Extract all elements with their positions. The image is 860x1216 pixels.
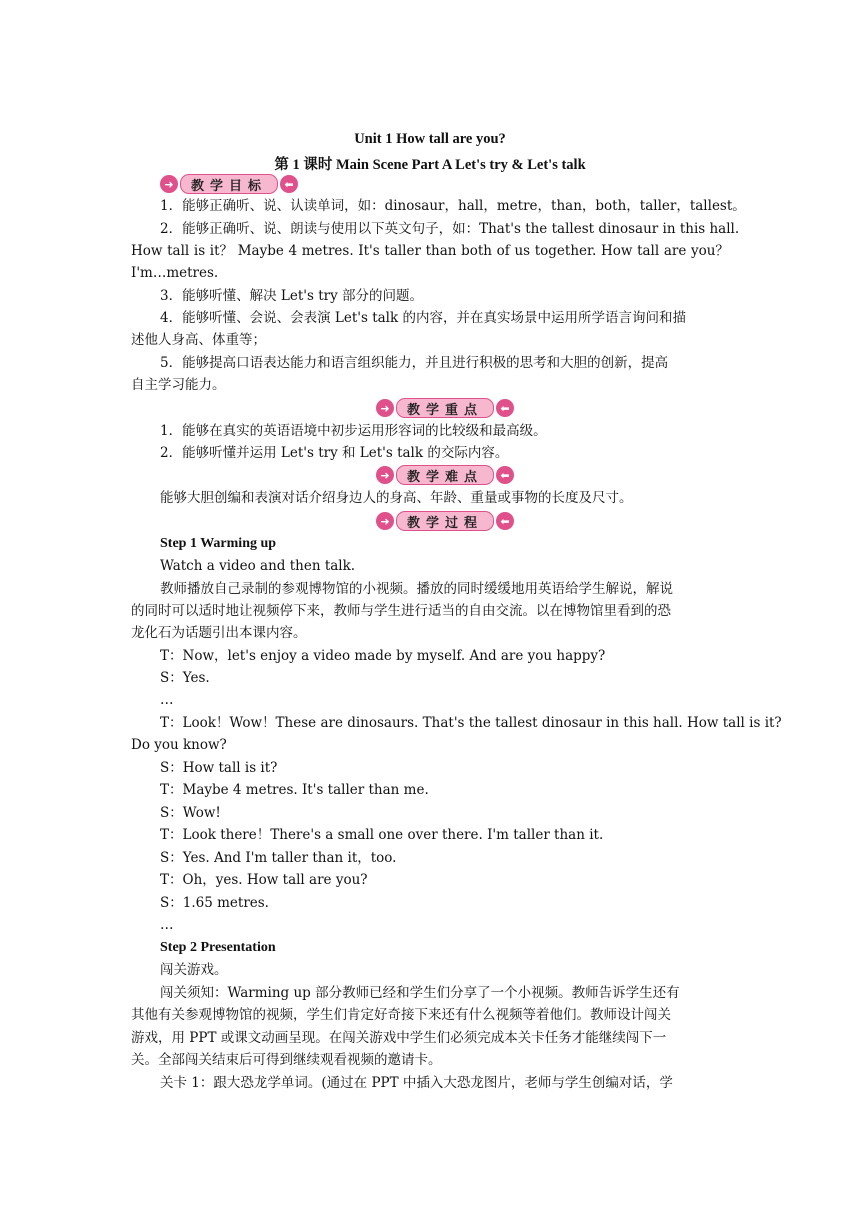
justified-word: you？ [690, 243, 729, 259]
step2-rules: 游戏，用 PPT 或课文动画呈现。在闯关游戏中学生们必须完成本关卡任务才能继续闯下一 [131, 1030, 667, 1046]
justified-word: taller [384, 243, 421, 259]
objective-item: 5．能够提高口语表达能力和语言组织能力，并且进行积极的思考和大胆的创新，提高 [160, 355, 669, 371]
dialogue-line: Do you know? [131, 737, 227, 753]
process-banner [376, 511, 514, 531]
objective-item: 自主学习能力。 [131, 377, 226, 393]
justified-word: of [496, 243, 510, 259]
unit-title: Unit 1 How tall are you? [354, 131, 506, 147]
step2-rules: 关。全部闯关结束后可得到继续观看视频的邀请卡。 [131, 1052, 442, 1068]
justified-word: than [425, 243, 457, 259]
justified-word: Maybe [237, 243, 284, 259]
lesson-subtitle: 第 1 课时 Main Scene Part A Let's try & Let's talk [274, 157, 586, 173]
ellipsis: … [160, 692, 174, 708]
dialogue-line: T：Look there！There's a small one over there. I'm taller than it. [160, 827, 604, 843]
arrow-left-icon: ⬅ [496, 399, 514, 417]
key-point-item: 2．能够听懂并运用 Let's try 和 Let's talk 的交际内容。 [160, 445, 509, 461]
dialogue-line: S：Wow! [160, 805, 221, 821]
step1-heading: Step 1 Warming up [160, 536, 277, 551]
dialogue-line: S：1.65 metres. [160, 895, 269, 911]
objective-item: 2．能够正确听、说、朗读与使用以下英文句子，如：That's the tallest dinosaur in this hall. [160, 221, 740, 237]
ellipsis: … [160, 917, 174, 933]
banner-label: 教学目标 [180, 174, 278, 194]
objective-item: 4．能够听懂、会说、会表演 Let's talk 的内容，并在真实场景中运用所学语言询问和描 [160, 310, 686, 326]
dialogue-line: S：How tall is it? [160, 760, 278, 776]
key-point-item: 1．能够在真实的英语语境中初步运用形容词的比较级和最高级。 [160, 423, 547, 439]
justified-word: both [461, 243, 492, 259]
justified-word: are [663, 243, 687, 259]
step2-rules: 其他有关参观博物馆的视频，学生们肯定好奇接下来还有什么视频等着他们。教师设计闯关 [131, 1007, 671, 1023]
step1-paragraph: 的同时可以适时地让视频停下来，教师与学生进行适当的自由交流。以在博物馆里看到的恐 [131, 603, 671, 619]
arrow-right-icon: ➜ [376, 512, 394, 530]
key-points-banner [376, 398, 514, 418]
step2-level1: 关卡 1：跟大恐龙学单词。(通过在 PPT 中插入大恐龙图片，老师与学生创编对话，学 [160, 1075, 673, 1091]
justified-word: it？ [209, 243, 234, 259]
arrow-left-icon: ⬅ [280, 175, 298, 193]
dialogue-line: T：Oh，yes. How tall are you? [160, 872, 368, 888]
difficulty-item: 能够大胆创编和表演对话介绍身边人的身高、年龄、重量或事物的长度及尺寸。 [160, 490, 633, 506]
justified-word: How [131, 243, 163, 259]
dialogue-line: T：Now，let's enjoy a video made by myself. And are you happy? [160, 648, 606, 664]
step1-intro: Watch a video and then talk. [160, 558, 356, 574]
banner-label: 教学过程 [396, 511, 494, 531]
dialogue-line: T：Maybe 4 metres. It's taller than me. [160, 782, 429, 798]
dialogue-line: S：Yes. [160, 670, 210, 686]
justified-word: metres. [301, 243, 354, 259]
justified-word: together. [534, 243, 597, 259]
arrow-right-icon: ➜ [376, 399, 394, 417]
dialogue-line: S：Yes. And I'm taller than it，too. [160, 850, 397, 866]
step1-paragraph: 教师播放自己录制的参观博物馆的小视频。播放的同时缓缓地用英语给学生解说，解说 [160, 581, 673, 597]
step2-heading: Step 2 Presentation [160, 940, 276, 955]
objective-item: 述他人身高、体重等； [131, 332, 266, 348]
objectives-banner [160, 174, 298, 194]
step1-paragraph: 龙化石为话题引出本课内容。 [131, 625, 307, 641]
justified-word: tall [637, 243, 660, 259]
objective-item: 1．能够正确听、说、认读单词，如：dinosaur，hall，metre，than，both，taller，tallest。 [160, 198, 746, 214]
justified-word: How [600, 243, 633, 259]
justified-word: 4 [288, 243, 298, 259]
step2-rules: 闯关须知：Warming up 部分教师已经和学生们分享了一个小视频。教师告诉学生还有 [160, 985, 680, 1001]
justified-word: tall [167, 243, 190, 259]
banner-label: 教学重点 [396, 398, 494, 418]
dialogue-line: T：Look！Wow！These are dinosaurs. That's the tallest dinosaur in this hall. How tall is it? [160, 715, 782, 731]
justified-word: us [514, 243, 531, 259]
arrow-left-icon: ⬅ [496, 512, 514, 530]
objective-item-justified-line [131, 240, 729, 262]
objective-item: I'm…metres. [131, 265, 219, 281]
justified-word: It's [358, 243, 380, 259]
objective-item: 3．能够听懂、解决 Let's try 部分的问题。 [160, 288, 423, 304]
arrow-left-icon: ⬅ [496, 466, 514, 484]
banner-label: 教学难点 [396, 465, 494, 485]
arrow-right-icon: ➜ [160, 175, 178, 193]
step2-game: 闯关游戏。 [160, 962, 228, 978]
justified-word: is [193, 243, 206, 259]
arrow-right-icon: ➜ [376, 466, 394, 484]
difficulties-banner [376, 465, 514, 485]
